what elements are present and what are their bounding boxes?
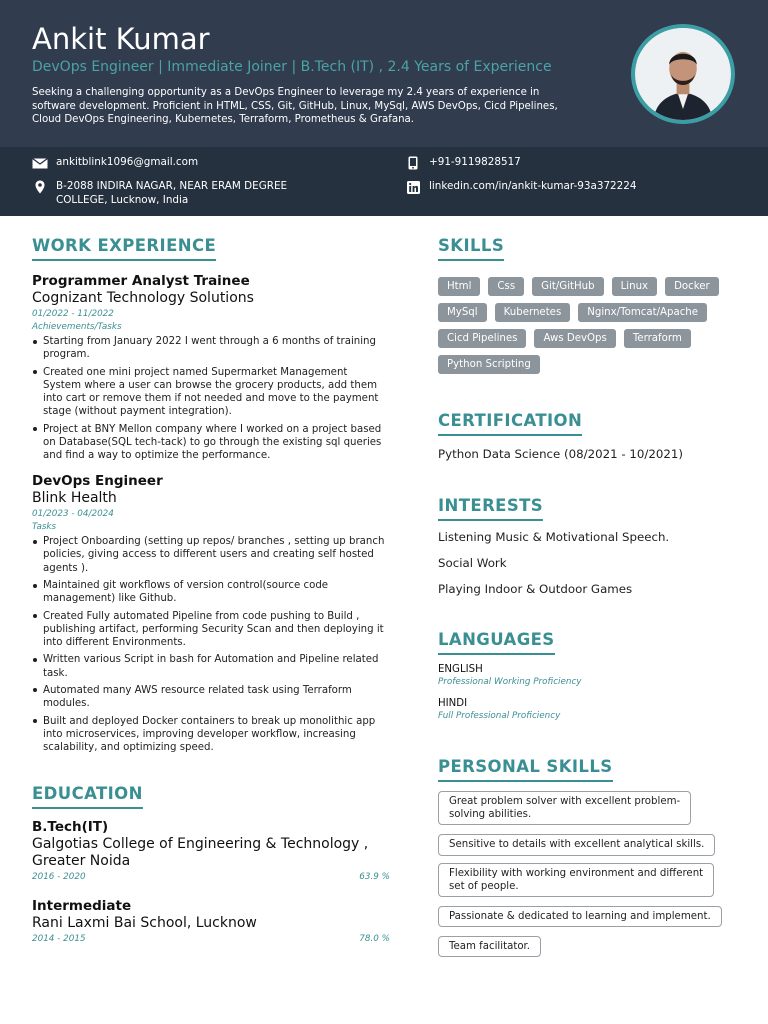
- contact-phone[interactable]: [405, 156, 521, 170]
- email-text[interactable]: ankitblink1096@gmail.com: [56, 156, 199, 168]
- job-bullet: Created one mini project named Supermarket Management System where a user can browse the grocery products, add them into cart or remove them if not needed and move to the payment stage (without payment integration).: [32, 366, 390, 419]
- education-degree: Intermediate: [32, 898, 132, 915]
- education-entry: [32, 819, 390, 884]
- interest-item: Listening Music & Motivational Speech.: [438, 530, 670, 544]
- education-meta: [32, 871, 390, 884]
- job-subheading: Tasks: [32, 522, 57, 533]
- job-bullet: Starting from January 2022 I went through a 6 months of training program.: [32, 335, 390, 361]
- interest-item: Social Work: [438, 556, 507, 570]
- education-heading: EDUCATION: [32, 784, 143, 809]
- education-dates: 2016 - 2020: [32, 872, 86, 883]
- personal-skill-item: Flexibility with working environment and different set of people.: [438, 863, 714, 897]
- skill-tag: Git/GitHub: [532, 277, 603, 296]
- left-column: [32, 236, 390, 946]
- candidate-name: Ankit Kumar: [32, 22, 210, 56]
- skill-tag: Nginx/Tomcat/Apache: [578, 303, 707, 322]
- job-entry: [32, 273, 390, 462]
- language-name: HINDI: [438, 698, 468, 709]
- education-school: Galgotias College of Engineering & Technology , Greater Noida: [32, 836, 369, 870]
- job-bullet: Created Fully automated Pipeline from code pushing to Build , publishing artifact, performing Security Scan and then deploying it into different Environments.: [32, 610, 390, 650]
- contact-bar: [0, 147, 768, 216]
- contact-linkedin[interactable]: [405, 180, 637, 194]
- skill-tag: MySql: [438, 303, 487, 322]
- contact-email[interactable]: [32, 156, 198, 170]
- location-pin-icon: [32, 180, 48, 194]
- linkedin-url[interactable]: linkedin.com/in/ankit-kumar-93a372224: [429, 180, 637, 192]
- interest-item: Playing Indoor & Outdoor Games: [438, 582, 633, 596]
- education-degree: B.Tech(IT): [32, 819, 109, 836]
- personal-skills-heading: PERSONAL SKILLS: [438, 757, 613, 782]
- address-line: B-2088 INDIRA NAGAR, NEAR ERAM DEGREE: [56, 180, 288, 192]
- skills-list: [438, 277, 738, 381]
- education-entry: [32, 898, 390, 946]
- education-dates: 2014 - 2015: [32, 934, 86, 945]
- skill-tag: Python Scripting: [438, 355, 540, 374]
- job-bullet: Written various Script in bash for Automation and Pipeline related task.: [32, 653, 390, 679]
- skill-tag: Cicd Pipelines: [438, 329, 526, 348]
- personal-skill-item: Passionate & dedicated to learning and implement.: [438, 906, 722, 927]
- personal-skills-list: [438, 791, 736, 964]
- job-bullet: Project Onboarding (setting up repos/ branches , setting up branch policies, giving access to different users and creating self hosted agents ).: [32, 535, 390, 575]
- certification-heading: CERTIFICATION: [438, 411, 582, 436]
- resume-header: [0, 0, 768, 147]
- job-bullet: Built and deployed Docker containers to break up monolithic app into microservices, improving developer workflow, increasing scalability, and optimizing speed.: [32, 715, 390, 755]
- address-line: COLLEGE, Lucknow, India: [56, 193, 189, 206]
- skill-tag: Terraform: [624, 329, 691, 348]
- education-school: Rani Laxmi Bai School, Lucknow: [32, 915, 257, 932]
- job-company: Blink Health: [32, 490, 117, 507]
- summary-line: Cloud DevOps Engineering, Kubernetes, Terraform, Prometheus & Grafana.: [32, 114, 415, 125]
- job-role: Programmer Analyst Trainee: [32, 273, 250, 289]
- education-score: 78.0 %: [359, 934, 390, 945]
- skills-heading: SKILLS: [438, 236, 504, 261]
- candidate-headline: DevOps Engineer | Immediate Joiner | B.Tech (IT) , 2.4 Years of Experience: [32, 59, 552, 75]
- profile-summary: [32, 86, 592, 127]
- contact-address: [32, 180, 287, 207]
- mobile-phone-icon: [405, 156, 421, 170]
- personal-skill-item: Team facilitator.: [438, 936, 541, 957]
- certification-item: Python Data Science (08/2021 - 10/2021): [438, 447, 684, 461]
- job-bullet: Maintained git workflows of version control(source code management) like Github.: [32, 579, 390, 605]
- phone-text[interactable]: +91-9119828517: [429, 156, 521, 168]
- job-bullets: [32, 535, 390, 754]
- job-bullets: [32, 335, 390, 462]
- linkedin-icon: [405, 180, 421, 194]
- personal-skill-item: Great problem solver with excellent problem- solving abilities.: [438, 791, 691, 825]
- job-dates: 01/2023 - 04/2024: [32, 509, 114, 520]
- interests-heading: INTERESTS: [438, 496, 543, 521]
- skill-tag: Docker: [665, 277, 719, 296]
- job-role: DevOps Engineer: [32, 473, 163, 490]
- skill-tag: Css: [488, 277, 524, 296]
- education-meta: [32, 933, 390, 946]
- job-company: Cognizant Technology Solutions: [32, 290, 254, 306]
- skill-tag: Linux: [612, 277, 657, 296]
- summary-line: software development. Proficient in HTML, CSS, Git, GitHub, Linux, MySql, AWS DevOps, Cicd Pipelines,: [32, 100, 558, 112]
- envelope-icon: [32, 156, 48, 170]
- job-entry: [32, 473, 390, 754]
- language-proficiency: Professional Working Proficiency: [438, 677, 582, 687]
- languages-heading: LANGUAGES: [438, 630, 555, 655]
- profile-photo: [631, 24, 735, 124]
- job-dates: 01/2022 - 11/2022: [32, 309, 114, 319]
- skill-tag: Html: [438, 277, 480, 296]
- work-experience-heading: WORK EXPERIENCE: [32, 236, 216, 261]
- interests-list: [438, 530, 736, 597]
- job-bullet: Automated many AWS resource related task using Terraform modules.: [32, 684, 390, 710]
- right-column: [438, 236, 736, 964]
- language-proficiency: Full Professional Proficiency: [438, 711, 561, 721]
- summary-line: Seeking a challenging opportunity as a DevOps Engineer to leverage my 2.4 years of experience in: [32, 87, 540, 98]
- education-score: 63.9 %: [359, 872, 390, 883]
- job-subheading: Achievements/Tasks: [32, 322, 122, 332]
- skill-tag: Kubernetes: [495, 303, 571, 322]
- language-entry: [438, 697, 736, 722]
- skill-tag: Aws DevOps: [534, 329, 615, 348]
- language-entry: [438, 663, 736, 688]
- job-bullet: Project at BNY Mellon company where I worked on a project based on Database(SQL tech-tack) to go through the existing sql queries and find a way to optimize the performance.: [32, 423, 390, 463]
- language-name: ENGLISH: [438, 664, 483, 675]
- personal-skill-item: Sensitive to details with excellent analytical skills.: [438, 834, 715, 855]
